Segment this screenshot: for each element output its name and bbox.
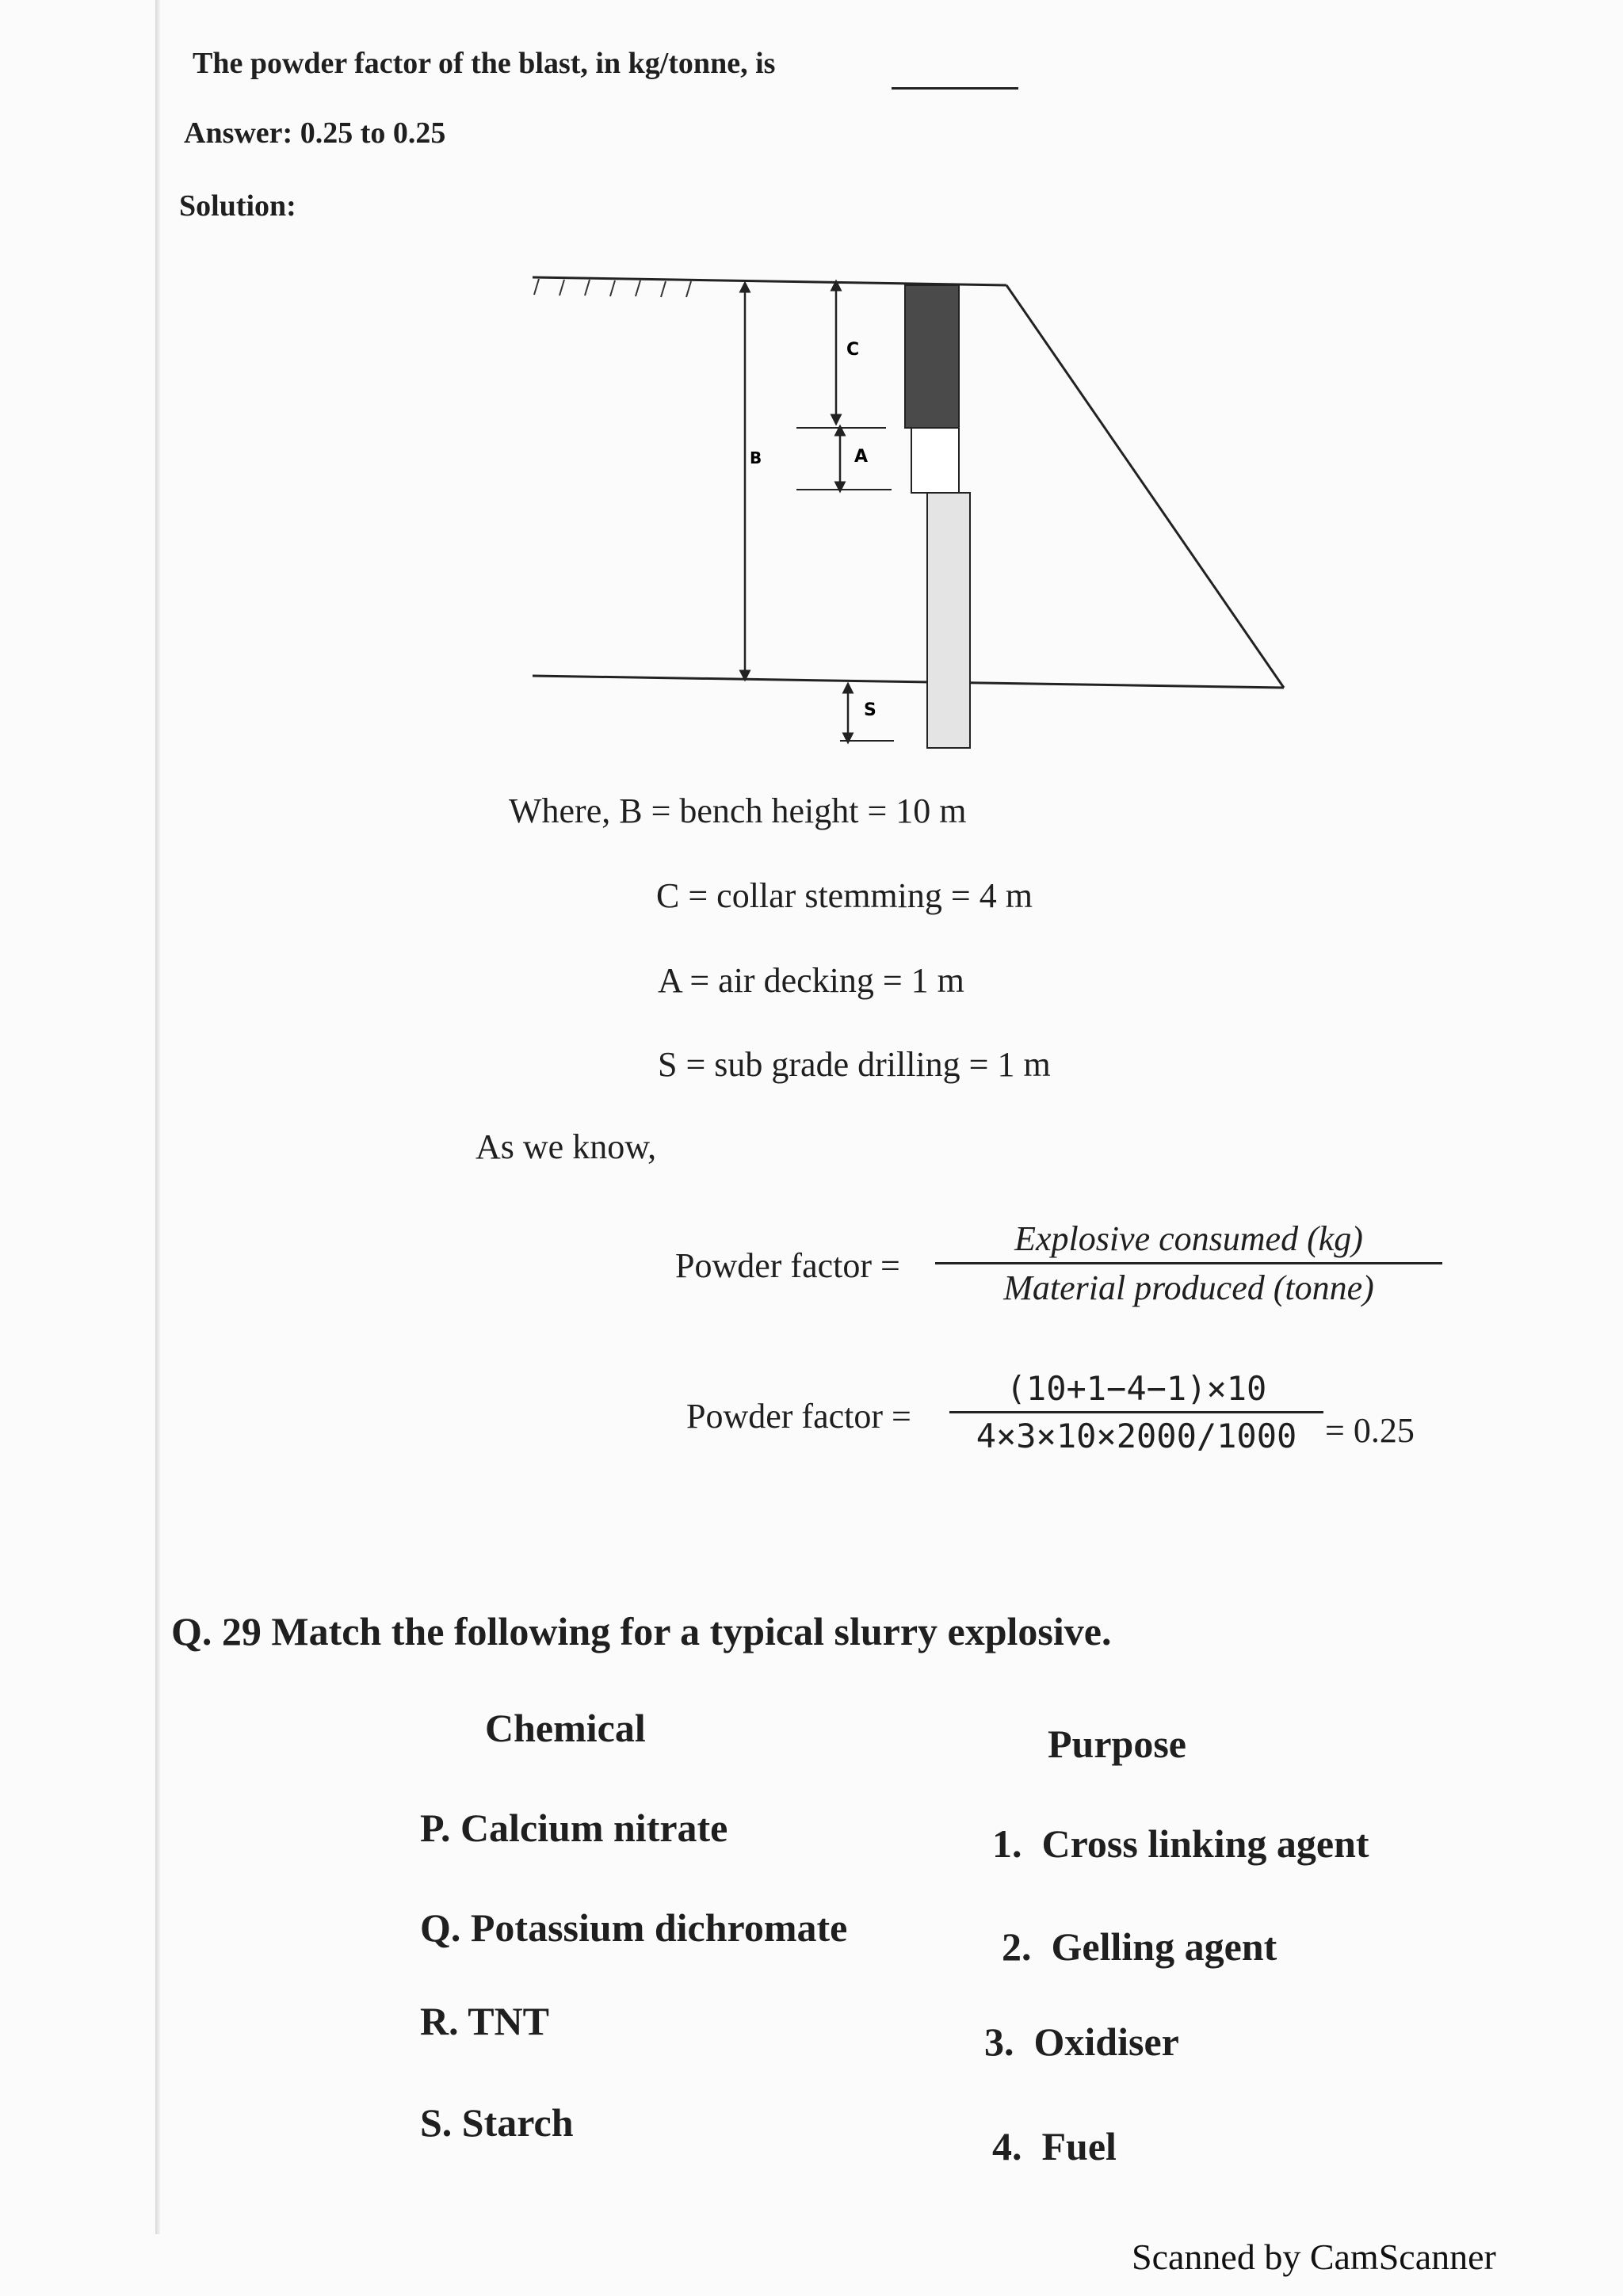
formula1-denominator: Material produced (tonne) [1003, 1268, 1374, 1307]
bench-face-line [1006, 285, 1284, 688]
a-label: A [854, 447, 869, 467]
definition-air-decking: A = air decking = 1 m [658, 961, 964, 1000]
formula1-fraction [935, 1219, 1442, 1308]
purpose-item-2: 2. Gelling agent [1002, 1924, 1277, 1969]
purpose-item-4: 4. Fuel [992, 2124, 1117, 2168]
explosive-charge-segment [927, 493, 970, 748]
s-label: S [864, 700, 876, 720]
collar-stemming-segment [905, 285, 959, 428]
b-label: B [750, 448, 762, 467]
purpose-item-3: 3. Oxidiser [984, 2019, 1179, 2064]
formula2-fraction-bar [949, 1411, 1323, 1413]
formula2-numerator: (10+1−4−1)×10 [1006, 1369, 1267, 1408]
chemical-item-q: Q. Potassium dichromate [420, 1905, 848, 1950]
formula2-label: Powder factor = [686, 1397, 911, 1436]
question-text: The powder factor of the blast, in kg/tonne, is [193, 47, 776, 80]
ground-surface-line [533, 277, 1006, 285]
formula1-label: Powder factor = [675, 1246, 900, 1285]
formula1-numerator: Explosive consumed (kg) [1014, 1219, 1363, 1258]
formula2-fraction [949, 1369, 1323, 1455]
formula2-denominator: 4×3×10×2000/1000 [976, 1417, 1297, 1455]
definition-subgrade-drilling: S = sub grade drilling = 1 m [658, 1045, 1051, 1084]
answer-line: Answer: 0.25 to 0.25 [184, 116, 446, 150]
formula1-fraction-bar [935, 1262, 1442, 1264]
bench-floor-line [533, 676, 1284, 688]
as-we-know-text: As we know, [475, 1127, 657, 1166]
formula2-result: = 0.25 [1325, 1411, 1415, 1450]
definition-collar-stemming: C = collar stemming = 4 m [656, 876, 1033, 915]
camscanner-watermark: Scanned by CamScanner [1132, 2237, 1496, 2277]
definition-bench-height: Where, B = bench height = 10 m [509, 791, 967, 830]
purpose-column-header: Purpose [1048, 1722, 1186, 1766]
solution-label: Solution: [179, 189, 296, 223]
chemical-item-p: P. Calcium nitrate [420, 1806, 728, 1850]
chemical-item-s: S. Starch [420, 2100, 574, 2145]
c-label: C [846, 340, 860, 360]
ground-hatching [534, 279, 691, 297]
q29-title: Q. 29 Match the following for a typical slurry explosive. [171, 1609, 1112, 1653]
chemical-item-r: R. TNT [420, 1999, 550, 2043]
purpose-item-1: 1. Cross linking agent [992, 1821, 1369, 1866]
bench-blast-diagram [0, 0, 1623, 792]
air-deck-segment [911, 428, 959, 493]
chemical-column-header: Chemical [485, 1706, 646, 1750]
